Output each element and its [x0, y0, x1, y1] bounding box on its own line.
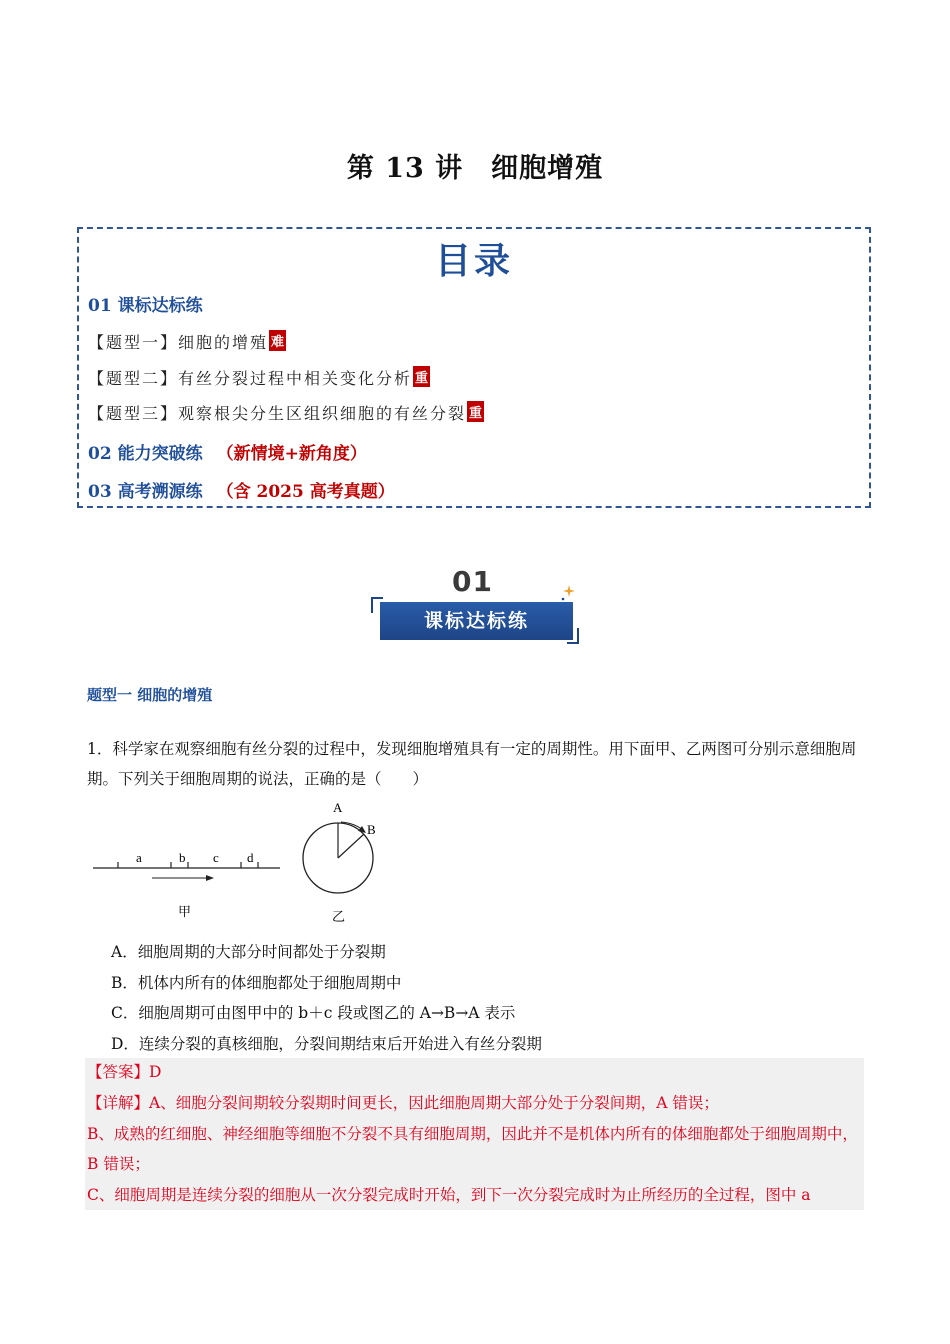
explanation-a: 【详解】A、细胞分裂间期较分裂期时间更长，因此细胞周期大部分处于分裂间期，A 错误； [87, 1094, 719, 1112]
figure-circle-diagram [303, 800, 376, 924]
sparkle-icon [560, 584, 576, 602]
answer-line: 【答案】D [87, 1063, 162, 1081]
toc-item-2[interactable] [88, 366, 430, 389]
question-type-heading: 题型一 细胞的增殖 [87, 686, 213, 704]
toc-section-3[interactable] [88, 477, 395, 502]
question-stem: 1．科学家在观察细胞有丝分裂的过程中，发现细胞增殖具有一定的周期性。用下面甲、乙两图可分别示意细胞周期。下列关于细胞周期的说法，正确的是（ ） [87, 740, 857, 788]
page-title: 第 13 讲 细胞增殖 [346, 153, 604, 184]
option-c[interactable]: C．细胞周期可由图甲中的 b＋c 段或图乙的 A→B→A 表示 [111, 1004, 516, 1022]
toc-item-1[interactable] [88, 330, 286, 353]
toc-heading: 目录 [434, 241, 513, 282]
section-banner: 课标达标练 [380, 602, 573, 640]
line-label-a: a [136, 850, 142, 865]
toc-item-label: 【题型三】观察根尖分生区组织细胞的有丝分裂 [88, 404, 467, 423]
explanation-c: C、细胞周期是连续分裂的细胞从一次分裂完成时开始，到下一次分裂完成时为止所经历的全过程，图中 a [87, 1186, 811, 1204]
circle-caption: 乙 [332, 910, 346, 924]
toc-item-3[interactable] [88, 401, 484, 424]
toc-section-note: （含 2025 高考真题） [216, 482, 395, 502]
line-label-d: d [247, 850, 254, 865]
line-label-c: c [213, 850, 219, 865]
toc-section-label: 02 能力突破练 [88, 444, 203, 464]
cell-cycle-figure [90, 798, 390, 924]
explanation-b: B、成熟的红细胞、神经细胞等细胞不分裂不具有细胞周期，因此并不是机体内所有的体细胞都处于细胞周期中，B 错误； [87, 1125, 858, 1173]
difficulty-badge: 难 [269, 330, 286, 351]
toc-section-1[interactable]: 01 课标达标练 [88, 296, 203, 316]
circle-label-b: B [367, 822, 376, 837]
toc-section-label: 03 高考溯源练 [88, 482, 203, 502]
figure-line-diagram [93, 850, 280, 920]
line-caption: 甲 [178, 905, 192, 920]
line-label-b: b [179, 850, 186, 865]
section-number: 01 [452, 565, 493, 598]
toc-item-label: 【题型一】细胞的增殖 [88, 333, 269, 352]
option-a[interactable]: A．细胞周期的大部分时间都处于分裂期 [111, 943, 386, 961]
importance-badge: 重 [467, 401, 484, 422]
table-of-contents [77, 227, 871, 508]
toc-section-2[interactable] [88, 439, 367, 464]
circle-label-a: A [333, 800, 343, 815]
option-d[interactable]: D．连续分裂的真核细胞，分裂间期结束后开始进入有丝分裂期 [111, 1035, 542, 1053]
importance-badge: 重 [413, 366, 430, 387]
option-b[interactable]: B．机体内所有的体细胞都处于细胞周期中 [111, 974, 402, 992]
toc-section-note: （新情境+新角度） [216, 444, 367, 464]
toc-item-label: 【题型二】有丝分裂过程中相关变化分析 [88, 369, 413, 388]
